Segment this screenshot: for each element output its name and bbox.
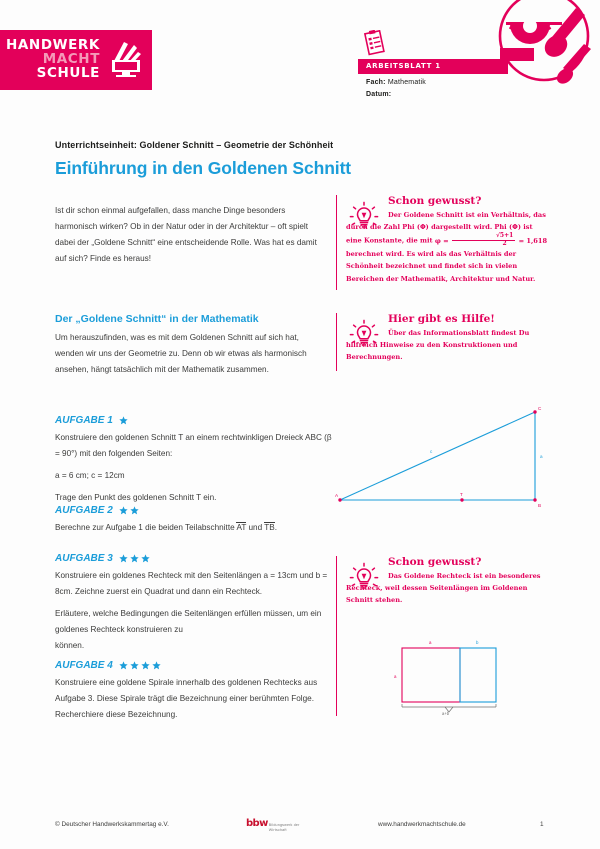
bbw-sub-line-2: Wirtschaft <box>268 827 287 832</box>
infobox-help-heading: Hier gibt es Hilfe! <box>388 313 495 325</box>
infobox-phi-formula <box>434 232 548 248</box>
star-icon <box>130 506 139 515</box>
intro-paragraph: Ist dir schon einmal aufgefallen, dass manche Dinge besonders harmonisch wirken? Ob in der Natur oder in der Architektur – oft spielt dabei der „Goldene Schnitt“ eine entscheidende Rolle. Was hat es damit auf sich? Finde es heraus! <box>55 206 317 263</box>
task-2-text-before: Berechne zur Aufgabe 1 die beiden Teilabschnitte <box>55 523 235 532</box>
logo-line-schule: SCHULE <box>36 64 100 81</box>
formula-equals-1: = <box>443 236 449 245</box>
unit-subtitle: Unterrichtseinheit: Goldener Schnitt – Geometrie der Schönheit <box>55 140 334 150</box>
sheet-meta <box>358 55 538 98</box>
task-3-difficulty-stars <box>119 554 150 563</box>
star-icon <box>141 554 150 563</box>
golden-rectangle-figure <box>392 636 542 716</box>
star-icon <box>119 554 128 563</box>
sheet-tag-label: ARBEITSBLATT 1 <box>358 59 508 74</box>
formula-fraction <box>452 233 515 248</box>
page-title: Einführung in den Goldenen Schnitt <box>55 158 352 178</box>
brand-logo <box>0 30 152 90</box>
triangle-label-a: A <box>335 493 339 498</box>
footer-copyright: © Deutscher Handwerkskammertag e.V. <box>55 821 169 828</box>
triangle-vertex-a-dot <box>338 498 341 501</box>
footer-page-number: 1 <box>540 821 544 828</box>
footer-url[interactable]: www.handwerkmachtschule.de <box>378 821 466 828</box>
triangle-vertex-b-dot <box>533 498 536 501</box>
intro-block <box>55 203 317 267</box>
formula-symbol: φ <box>434 236 441 245</box>
brand-logo-text <box>6 39 100 80</box>
subject-value: Mathematik <box>387 78 427 86</box>
task-3-line-2: Erläutere, welche Bedingungen die Seitenlängen erfüllen müssen, um ein goldenes Rechteck konstruieren zu <box>55 608 322 634</box>
golden-rect-b <box>460 648 496 702</box>
rect-label-b-top: b <box>476 640 479 645</box>
task-2-heading <box>55 505 335 516</box>
formula-equals-2: = <box>518 236 525 245</box>
math-section-heading: Der „Goldene Schnitt“ in der Mathematik <box>55 313 259 325</box>
task-1-line-1: Konstruiere den goldenen Schnitt T an einem rechtwinkligen Dreieck ABC (β = 90°) mit den folgenden Seiten: <box>55 433 332 458</box>
task-2-segment-at: AT <box>236 523 247 532</box>
subject-label: Fach: <box>366 78 386 86</box>
task-4-line-1: Konstruiere eine goldene Spirale innerhalb des goldenen Rechtecks aus Aufgabe 3. Diese Spirale trägt die Bezeichnung einer berühmten Folge. Recherchiere diese Bezeichnung. <box>55 678 318 719</box>
infobox-schon-gewusst-phi <box>336 195 550 290</box>
task-3 <box>55 553 345 654</box>
task-4 <box>55 660 340 723</box>
task-4-heading <box>55 660 340 671</box>
page-footer <box>0 818 600 848</box>
lightbulb-icon <box>347 560 381 594</box>
star-icon <box>152 661 161 670</box>
math-section-paragraph: Um herauszufinden, was es mit dem Goldenen Schnitt auf sich hat, wenden wir uns der Geometrie zu. Denn ob wir etwas als harmonisch ansehen, hängt tatsächlich mit der Mathematik zusammen. <box>55 333 307 374</box>
formula-value: 1,618 <box>526 236 548 245</box>
task-4-difficulty-stars <box>119 661 161 670</box>
formula-numerator: √5+1 <box>452 233 515 241</box>
task-3-line-1: Konstruiere ein goldenes Rechteck mit den Seitenlängen a = 13cm und b = 8cm. Zeichne zuerst ein Quadrat und dann ein Rechteck. <box>55 571 328 596</box>
triangle-vertex-c-dot <box>533 410 536 413</box>
task-1-line-3: Trage den Punkt des goldenen Schnitt T ein. <box>55 492 217 502</box>
task-1-heading <box>55 415 333 426</box>
task-2-text: Berechne zur Aufgabe 1 die beiden Teilabschnitte AT und TB. <box>55 523 278 532</box>
task-2-segment-tb: TB <box>264 523 275 532</box>
bbw-logo-wordmark: bbw <box>246 818 268 829</box>
task-3-heading <box>55 553 345 564</box>
triangle-side-label-c: c <box>430 449 433 454</box>
task-2 <box>55 505 335 536</box>
infobox-phi-heading: Schon gewusst? <box>388 195 482 207</box>
task-1 <box>55 415 333 506</box>
rect-label-a-top: a <box>429 640 432 645</box>
subject-field <box>358 79 538 86</box>
triangle-point-t-dot <box>460 498 463 501</box>
star-icon <box>130 661 139 670</box>
triangle-label-t: T <box>460 492 463 497</box>
infobox-help-text: Über das Informationsblatt findest Du hilfreich Hinweise zu den Konstruktionen und Berechnungen. <box>346 329 530 362</box>
bbw-logo-subtitle <box>269 823 300 833</box>
logo-tools-monitor-icon <box>104 40 146 80</box>
triangle-label-b: B <box>538 503 542 508</box>
infobox-hier-gibt-es-hilfe <box>336 313 550 371</box>
right-triangle-figure <box>330 400 565 510</box>
task-3-label: AUFGABE 3 <box>55 553 113 564</box>
lightbulb-icon <box>347 317 381 351</box>
infobox-phi-text-after: berechnet wird. Es wird als das Verhältnis der Schönheit bezeichnet und findet sich in vielen Bereichen der Mathematik, Architektur und Natur. <box>346 250 536 283</box>
triangle-label-c: C <box>538 406 542 411</box>
golden-square-a <box>402 648 460 702</box>
star-icon <box>130 554 139 563</box>
task-3-line-3: können. <box>55 640 85 650</box>
task-2-text-mid: und <box>248 523 263 532</box>
star-icon <box>119 416 128 425</box>
infobox-rect-heading: Schon gewusst? <box>388 556 482 568</box>
triangle-side-label-a: a <box>540 454 543 459</box>
date-field[interactable] <box>358 91 538 98</box>
clipboard-icon <box>362 30 388 56</box>
rect-label-a-side: a <box>394 674 397 679</box>
star-icon <box>119 661 128 670</box>
task-1-difficulty-stars <box>119 416 128 425</box>
task-1-label: AUFGABE 1 <box>55 415 113 426</box>
star-icon <box>141 661 150 670</box>
math-section <box>55 313 317 378</box>
task-2-label: AUFGABE 2 <box>55 505 113 516</box>
bbw-logo <box>246 818 300 833</box>
bbw-sub-line-1: Bildungswerk der <box>268 823 300 827</box>
task-4-label: AUFGABE 4 <box>55 660 113 671</box>
rect-label-total: a+b <box>442 711 450 716</box>
logo-line-handwerk: HANDWERK <box>5 37 100 54</box>
star-icon <box>119 506 128 515</box>
infobox-phi-text-before: Der Goldene Schnitt ist ein Verhältnis, das durch die Zahl Phi (Φ) dargestellt wird. Phi (Φ) ist eine Konstante, die mit <box>346 211 546 245</box>
task-2-difficulty-stars <box>119 506 139 515</box>
triangle-hypotenuse <box>340 412 535 500</box>
formula-denominator: 2 <box>502 240 507 248</box>
lightbulb-icon <box>347 199 381 233</box>
date-label: Datum: <box>366 90 392 98</box>
logo-line-macht: MACHT <box>42 51 100 68</box>
infobox-rect-text: Das Goldene Rechteck ist ein besonderes Rechteck, weil dessen Seitenlängen im Goldenen Schnitt stehen. <box>346 572 541 605</box>
task-1-line-2: a = 6 cm; c = 12cm <box>55 470 125 480</box>
